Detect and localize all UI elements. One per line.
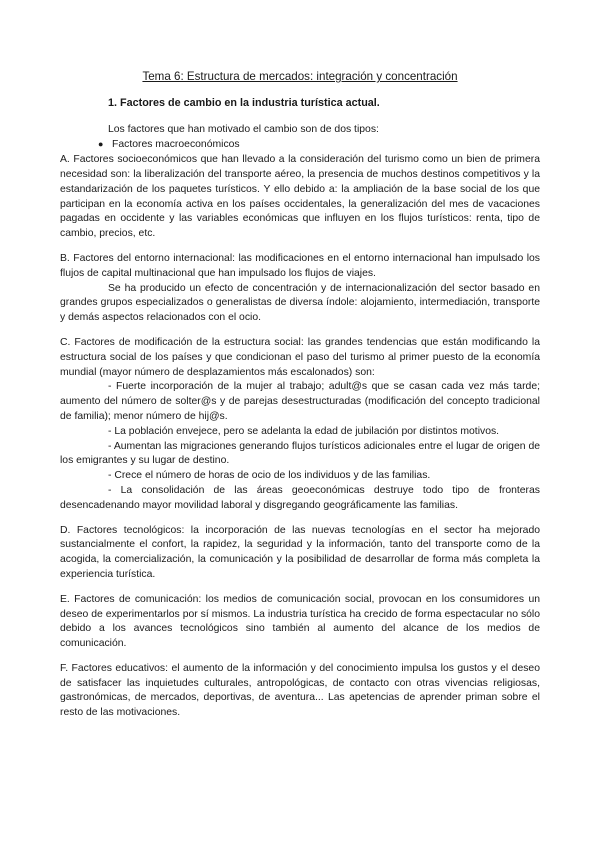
- paragraph-b2: Se ha producido un efecto de concentración y de internacionalización del sector basado en grandes grupos especializados o generalistas de diversa índole: alojamiento, intermediación, transporte y demás aspectos relacionados con el ocio.: [60, 282, 540, 324]
- bullet-item: [60, 137, 540, 153]
- section-heading: 1. Factores de cambio en la industria turística actual.: [108, 96, 380, 109]
- bullet-text: Factores macroeconómicos: [112, 139, 240, 151]
- paragraph-c-item-4: - Crece el número de horas de ocio de los individuos y de las familias.: [108, 470, 431, 482]
- paragraph-c: C. Factores de modificación de la estructura social: las grandes tendencias que están modificando la estructura social de los países y que condicionan el paso del turismo al primer puesto de la economía mundial (mayor número de desplazamientos más escalonados) son:: [60, 336, 540, 378]
- paragraph-c-item-3: - Aumentan las migraciones generando flujos turísticos adicionales entre el lugar de origen de los emigrantes y su lugar de destino.: [60, 440, 540, 467]
- paragraph-c-item-1: - Fuerte incorporación de la mujer al trabajo; adult@s que se casan cada vez más tarde; aumento del número de solter@s y de parejas desestructuradas (modificación del concepto tradicional de familia); menor número de hij@s.: [60, 381, 540, 422]
- paragraph-b: B. Factores del entorno internacional: las modificaciones en el entorno internacional han impulsado los flujos de capital multinacional que han impulsado los flujos de viajes.: [60, 252, 540, 279]
- paragraph-e: E. Factores de comunicación: los medios de comunicación social, provocan en los consumidores un deseo de experimentarlos por sí mismos. La industria turística ha crecido de forma espectacular no sólo debido a los avances tecnológicos sino también al aumento del alcance de los medios de comunicación.: [60, 593, 540, 650]
- paragraph-c-item-5: - La consolidación de las áreas geoeconómicas destruye todo tipo de fronteras desencadenando mayor movilidad laboral y disgregando geográficamente las familias.: [60, 484, 540, 511]
- bullet-icon: ●: [98, 139, 104, 150]
- intro-text: Los factores que han motivado el cambio son de dos tipos:: [108, 123, 379, 135]
- paragraph-a: A. Factores socioeconómicos que han llevado a la consideración del turismo como un bien de primera necesidad son: la liberalización del transporte aéreo, la presencia de muchos destinos competitivos y la estandarización de los paquetes turísticos. Y ello debido a: la ampliación de la base social de los que participan en la economía activa en los países occidentales, la generalización del mes de vacaciones pagadas en occidente y las variables económicas que influyen en los flujos turísticos: renta, tipo de cambio, precios, etc.: [60, 154, 540, 240]
- document-title: Tema 6: Estructura de mercados: integración y concentración: [142, 70, 458, 83]
- paragraph-f: F. Factores educativos: el aumento de la información y del conocimiento impulsa los gustos y el deseo de satisfacer las inquietudes culturales, antropológicas, de contacto con otras vivencias religiosas, gastronómicas, de mercados, deportivas, de aventura... Las apetencias de aprender priman sobre el resto de las motivaciones.: [60, 662, 540, 719]
- paragraph-c-item-2: - La población envejece, pero se adelanta la edad de jubilación por distintos motivos.: [108, 425, 500, 437]
- paragraph-d: D. Factores tecnológicos: la incorporación de las nuevas tecnologías en el sector ha mejorado sustancialmente el confort, la rapidez, la seguridad y la información, tanto del transporte como de la acogida, la comercialización, la comunicación y la posibilidad de desarrollar de forma más completa la experiencia turística.: [60, 524, 540, 580]
